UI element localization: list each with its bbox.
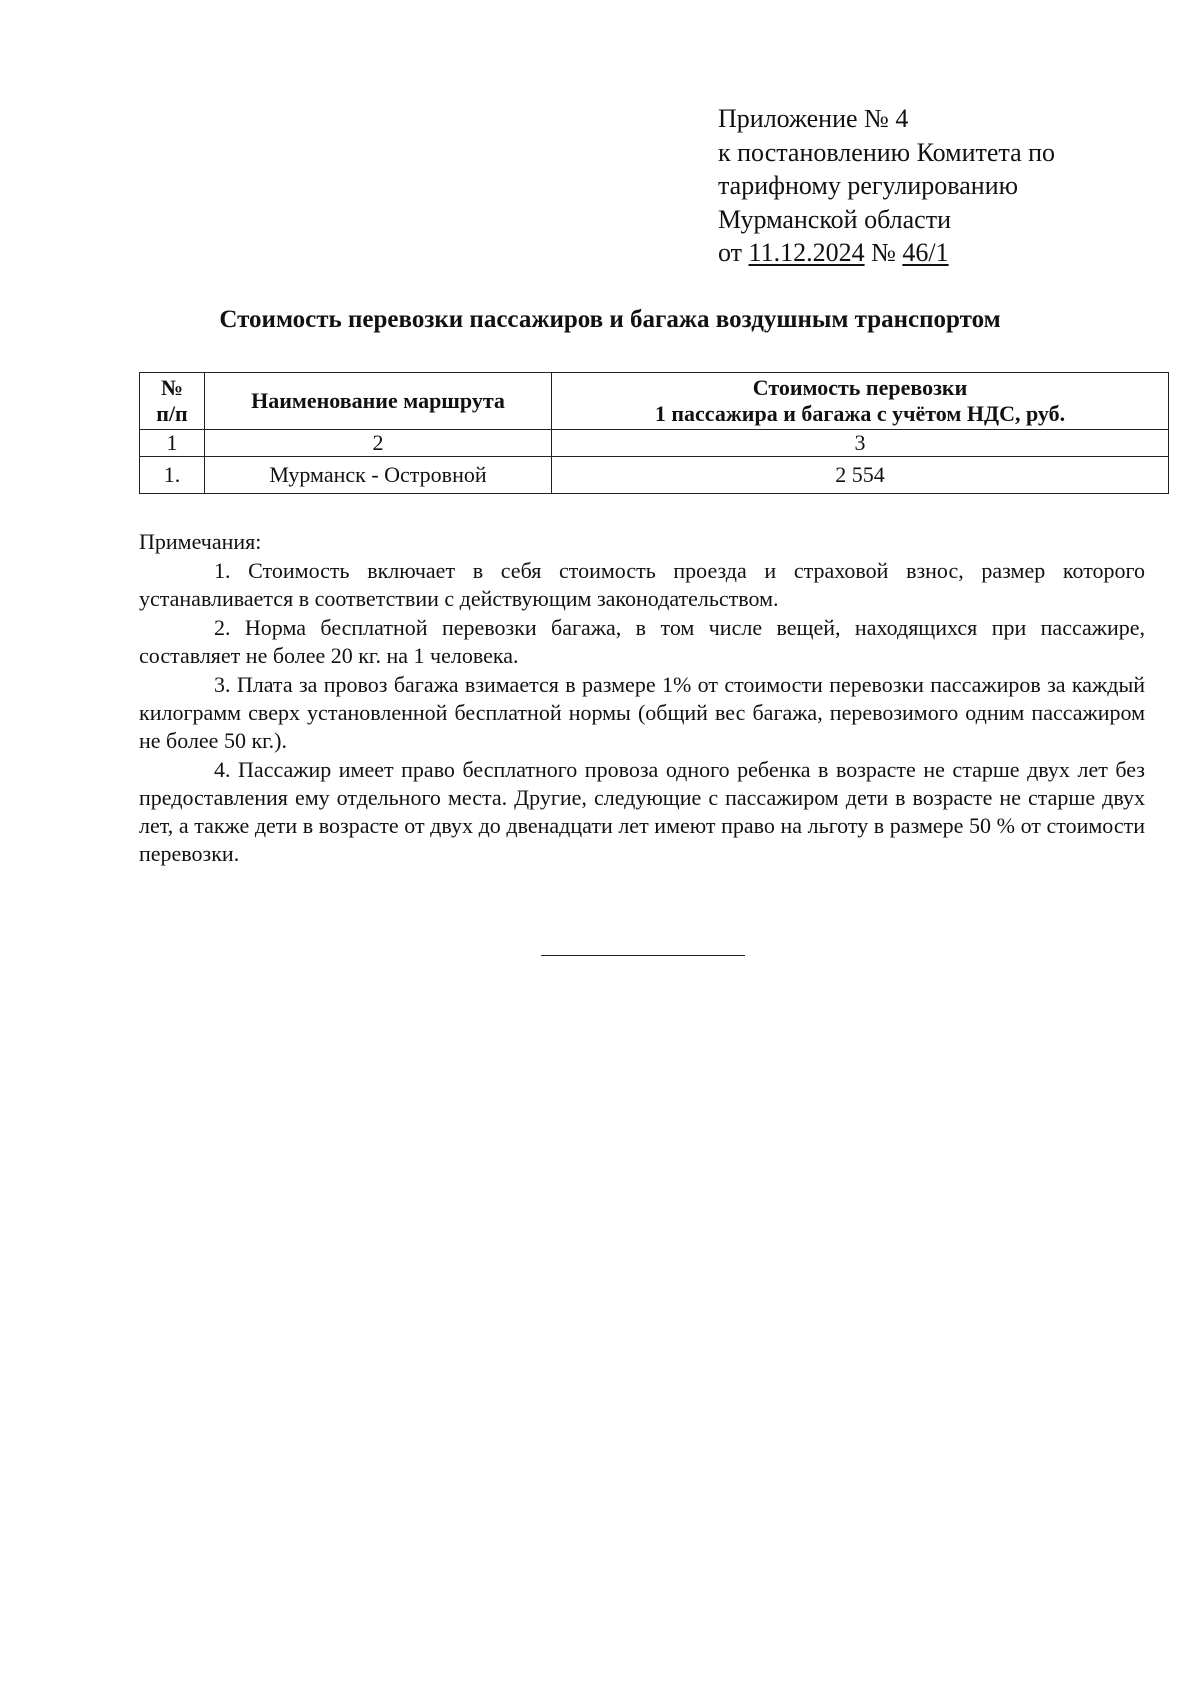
header-route: Наименование маршрута (205, 373, 552, 430)
row-cost: 2 554 (552, 457, 1169, 494)
header-cost (552, 373, 1169, 430)
tariff-table (139, 372, 1169, 494)
note-item: 4. Пассажир имеет право бесплатного провоза одного ребенка в возрасте не старше двух лет без предоставления ему отдельного места. Другие, следующие с пассажиром дети в возрасте не старше двух лет, а также дети в возрасте от двух до двенадцати лет имеют право на льготу в размере 50 % от стоимости перевозки. (139, 757, 1145, 866)
table-row (140, 457, 1169, 494)
header-num (140, 373, 205, 430)
notes-section (139, 528, 1145, 869)
header-cost-line1: Стоимость перевозки (752, 375, 968, 400)
end-divider (541, 955, 745, 956)
note-item: 3. Плата за провоз багажа взимается в размере 1% от стоимости перевозки пассажиров за каждый килограмм сверх установленной бесплатной нормы (общий вес багажа, перевозимого одним пассажиром не более 50 кг.). (139, 672, 1145, 753)
row-route: Мурманск - Островной (205, 457, 552, 494)
column-number: 2 (205, 430, 552, 457)
column-number-row (140, 430, 1169, 457)
resolution-date: 11.12.2024 (748, 238, 865, 267)
table-header-row (140, 373, 1169, 430)
number-sign: № (871, 238, 896, 267)
appendix-date-line (718, 236, 1158, 270)
row-num: 1. (140, 457, 205, 494)
appendix-reference: к постановлению Комитета по (718, 137, 1056, 167)
header-num-abbr: п/п (156, 401, 188, 426)
header-cost-line2: 1 пассажира и багажа с учётом НДС, руб. (654, 401, 1066, 426)
notes-heading: Примечания: (139, 529, 262, 554)
date-prefix: от (718, 238, 743, 267)
appendix-region: Мурманской области (718, 204, 951, 234)
column-number: 1 (140, 430, 205, 457)
header-num-symbol: № (160, 375, 184, 400)
note-item: 1. Стоимость включает в себя стоимость проезда и страховой взнос, размер которого устанавливается в соответствии с действующим законодательством. (139, 558, 1145, 611)
appendix-block (718, 102, 1158, 270)
column-number: 3 (552, 430, 1169, 457)
note-item: 2. Норма бесплатной перевозки багажа, в том числе вещей, находящихся при пассажире, составляет не более 20 кг. на 1 человека. (139, 615, 1145, 668)
resolution-number: 46/1 (902, 238, 949, 267)
appendix-committee: тарифному регулированию (718, 171, 1019, 200)
document-title: Стоимость перевозки пассажиров и багажа воздушным транспортом (219, 306, 1001, 333)
appendix-number: Приложение № 4 (718, 104, 909, 133)
